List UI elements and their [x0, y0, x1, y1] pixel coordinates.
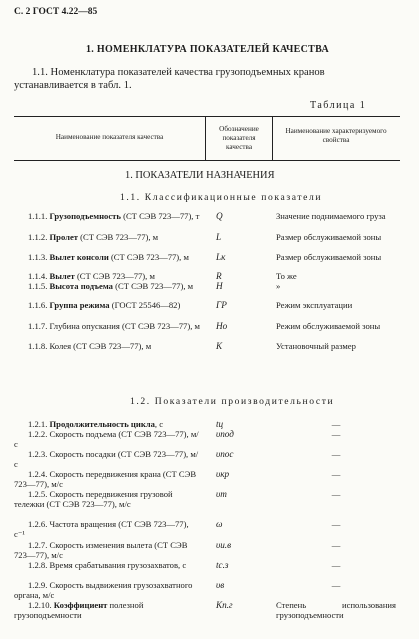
indicator-name-bold: Грузоподъемность [49, 211, 121, 221]
indicator-text [14, 561, 200, 571]
indicator-name-rest: Скорость выдвижения грузозахватного органа, м/с [14, 580, 193, 600]
indicator-text [14, 322, 200, 332]
indicator-characteristic: — [331, 540, 341, 550]
indicator-number: 1.2.7. [28, 540, 50, 550]
indicator-name [14, 212, 200, 222]
indicator-characteristic: — [331, 449, 341, 459]
indicator-characteristic: Установочный размер [276, 341, 356, 351]
indicator-characteristic: Значение поднимаемого груза [276, 211, 386, 221]
indicator-characteristic: — [331, 469, 341, 479]
indicator-name [14, 490, 200, 509]
indicator-name-rest: полезной грузоподъемности [14, 600, 144, 620]
indicator-number: 1.2.3. [28, 449, 50, 459]
indicator-characteristic: Режим обслуживаемой зоны [276, 321, 381, 331]
indicator-name-rest: Скорость подъема (СТ СЭВ 723—77), м/с [14, 429, 199, 449]
indicator-name-rest: Скорость передвижения крана (СТ СЭВ 723—77), м/с [14, 469, 197, 489]
indicator-number: 1.1.6. [28, 300, 50, 310]
indicator-name [14, 342, 200, 352]
indicator-number: 1.1.2. [28, 232, 50, 242]
intro-paragraph: 1.1. Номенклатура показателей качества грузоподъемных кранов устанавливается в табл. 1. [14, 67, 325, 91]
purpose-heading: 1. ПОКАЗАТЕЛИ НАЗНАЧЕНИЯ [125, 170, 275, 181]
productivity-heading: 1.2. Показатели производительности [130, 396, 335, 407]
indicator-name-bold: Группа режима [49, 300, 110, 310]
indicator-name-bold: Высота подъема [49, 281, 113, 291]
table-header-rule [14, 160, 400, 161]
indicator-text [14, 541, 200, 560]
indicator-number: 1.2.8. [28, 560, 50, 570]
indicator-name-bold: Вылет [49, 271, 75, 281]
page-header: С. 2 ГОСТ 4.22—85 [14, 7, 98, 17]
indicator-characteristic: — [331, 419, 341, 429]
indicator-name-rest: (СТ СЭВ 723—77), м [108, 252, 189, 262]
table-top-rule [14, 116, 400, 117]
indicator-text [14, 601, 200, 620]
indicator-name-rest: Частота вращения (СТ СЭВ 723—77), с⁻¹ [14, 519, 189, 539]
indicator-characteristic: » [276, 281, 281, 291]
indicator-characteristic: Размер обслуживаемой зоны [276, 232, 382, 242]
indicator-number: 1.1.7. [28, 321, 50, 331]
indicator-name-rest: Скорость изменения вылета (СТ СЭВ 723—77), м/с [14, 540, 188, 560]
indicator-name [14, 253, 200, 263]
indicator-name-rest: (СТ СЭВ 723—77), м [74, 271, 155, 281]
indicator-text [14, 581, 200, 600]
indicator-text [14, 430, 200, 449]
indicator-number: 1.2.5. [28, 489, 50, 499]
indicator-text [14, 233, 200, 243]
indicator-name-bold: Продолжительность цикла [49, 419, 155, 429]
indicator-symbol: K [216, 341, 223, 351]
indicator-name-rest: Скорость передвижения грузовой тележки (СТ СЭВ 723—77), м/с [14, 489, 173, 509]
indicator-name [14, 541, 200, 560]
indicator-number: 1.2.10. [28, 600, 54, 610]
indicator-name [14, 233, 200, 243]
indicator-characteristic: — [331, 489, 341, 499]
indicator-symbol: L [216, 232, 222, 242]
column-divider [205, 116, 206, 160]
indicator-symbol: Hо [216, 321, 228, 331]
indicator-text [14, 282, 200, 292]
classification-heading: 1.1. Классификационные показатели [120, 192, 323, 203]
indicator-name-rest: Время срабатывания грузозахватов, с [49, 560, 187, 570]
section-title: 1. НОМЕНКЛАТУРА ПОКАЗАТЕЛЕЙ КАЧЕСТВА [86, 44, 329, 55]
indicator-symbol: υпод [216, 429, 234, 439]
indicator-name [14, 581, 200, 600]
indicator-name [14, 520, 200, 539]
indicator-symbol: υкр [216, 469, 230, 479]
column-header-characteristic: Наименование характеризуемого свойства [285, 127, 387, 144]
indicator-symbol: R [216, 271, 222, 281]
indicator-name-rest: Колея (СТ СЭВ 723—77), м [49, 341, 152, 351]
indicator-characteristic: То же [276, 271, 297, 281]
indicator-symbol: ω [216, 519, 223, 529]
indicator-name-rest: (СТ СЭВ 723—77), м [112, 281, 194, 291]
indicator-text [14, 212, 200, 222]
indicator-number: 1.1.8. [28, 341, 50, 351]
indicator-characteristic: — [331, 560, 341, 570]
indicator-characteristic: Степень использования грузоподъемности [276, 600, 396, 620]
indicator-number: 1.1.5. [28, 281, 50, 291]
indicator-text [14, 450, 200, 469]
indicator-symbol: tц [216, 419, 224, 429]
indicator-name [14, 301, 200, 311]
indicator-number: 1.2.1. [28, 419, 50, 429]
indicator-text [14, 520, 200, 539]
indicator-characteristic: — [331, 429, 341, 439]
indicator-symbol: υпос [216, 449, 234, 459]
indicator-name [14, 322, 200, 332]
indicator-characteristic: — [331, 519, 341, 529]
indicator-name-rest: Скорость посадки (СТ СЭВ 723—77), м/с [14, 449, 199, 469]
indicator-name [14, 282, 200, 292]
indicator-name-rest: Глубина опускания (СТ СЭВ 723—77), м [49, 321, 200, 331]
indicator-name-rest: (СТ СЭВ 723—77), т [120, 211, 200, 221]
indicator-name [14, 470, 200, 489]
indicator-name [14, 430, 200, 449]
indicator-number: 1.2.6. [28, 519, 50, 529]
indicator-number: 1.2.4. [28, 469, 50, 479]
indicator-symbol: Q [216, 211, 223, 221]
column-header-name: Наименование показателя качества [55, 133, 164, 141]
indicator-characteristic: Размер обслуживаемой зоны [276, 252, 382, 262]
column-divider [272, 116, 273, 160]
indicator-name-bold: Коэффициент [53, 600, 108, 610]
indicator-symbol: tс.з [216, 560, 229, 570]
indicator-name [14, 450, 200, 469]
indicator-number: 1.2.9. [28, 580, 50, 590]
indicator-number: 1.1.3. [28, 252, 50, 262]
indicator-name-rest: (ГОСТ 25546—82) [109, 300, 181, 310]
indicator-symbol: ГР [216, 300, 227, 310]
indicator-symbol: υв [216, 580, 225, 590]
table-title: Таблица 1 [310, 100, 367, 111]
indicator-text [14, 301, 200, 311]
indicator-name-rest: (СТ СЭВ 723—77), м [78, 232, 159, 242]
indicator-characteristic: — [331, 580, 341, 590]
indicator-symbol: Kп.г [216, 600, 233, 610]
indicator-text [14, 470, 200, 489]
indicator-number: 1.1.1. [28, 211, 50, 221]
indicator-name-bold: Пролет [49, 232, 78, 242]
indicator-text [14, 253, 200, 263]
indicator-characteristic: Режим эксплуатации [276, 300, 353, 310]
indicator-symbol: H [216, 281, 223, 291]
indicator-name-bold: Вылет консоли [49, 252, 109, 262]
indicator-text [14, 490, 200, 509]
indicator-name [14, 601, 200, 620]
indicator-symbol: υи.в [216, 540, 232, 550]
indicator-number: 1.1.4. [28, 271, 50, 281]
indicator-symbol: υт [216, 489, 227, 499]
column-header-designation: Обозначение показателя качества [219, 125, 259, 151]
indicator-symbol: Lк [216, 252, 226, 262]
indicator-text [14, 342, 200, 352]
indicator-number: 1.2.2. [28, 429, 50, 439]
indicator-name [14, 561, 200, 571]
indicator-name-rest: , с [154, 419, 164, 429]
